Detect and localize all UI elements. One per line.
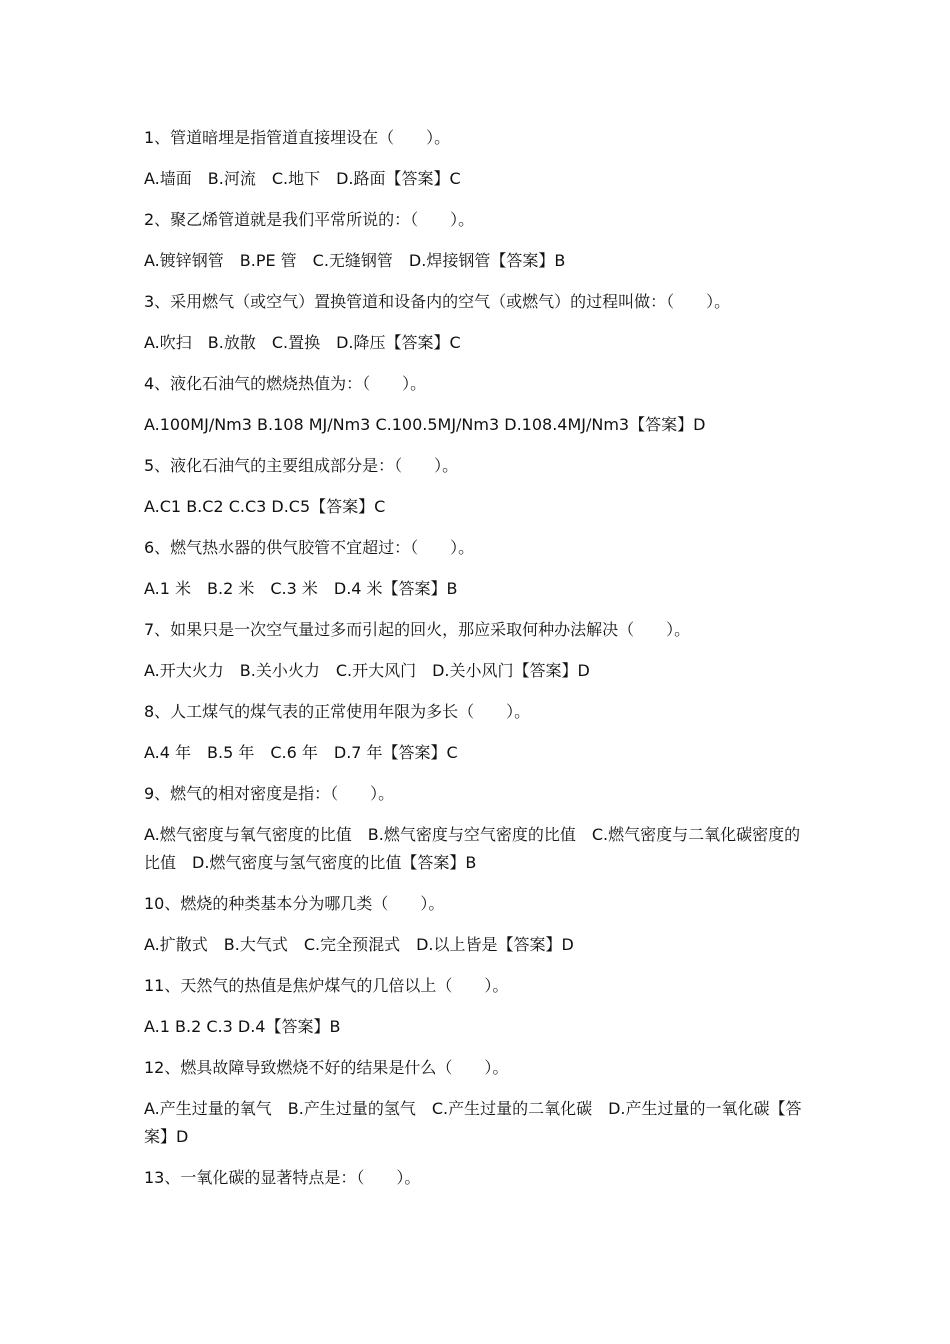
answer-10: A.扩散式 B.大气式 C.完全预混式 D.以上皆是【答案】D [144, 935, 574, 954]
question-list [144, 124, 804, 1205]
answer-4: A.100MJ/Nm3 B.108 MJ/Nm3 C.100.5MJ/Nm3 D.108.4MJ/Nm3【答案】D [144, 415, 706, 434]
question-8: 8、人工煤气的煤气表的正常使用年限为多长（ ）。 [144, 702, 531, 721]
answer-8: A.4 年 B.5 年 C.6 年 D.7 年【答案】C [144, 743, 458, 762]
answer-1: A.墙面 B.河流 C.地下 D.路面【答案】C [144, 169, 461, 188]
question-7: 7、如果只是一次空气量过多而引起的回火，那应采取何种办法解决（ ）。 [144, 620, 691, 639]
question-2: 2、聚乙烯管道就是我们平常所说的：（ ）。 [144, 210, 475, 229]
answer-5: A.C1 B.C2 C.C3 D.C5【答案】C [144, 497, 386, 516]
answer-3: A.吹扫 B.放散 C.置换 D.降压【答案】C [144, 333, 461, 352]
question-12: 12、燃具故障导致燃烧不好的结果是什么（ ）。 [144, 1058, 509, 1077]
answer-7: A.开大火力 B.关小火力 C.开大风门 D.关小风门【答案】D [144, 661, 590, 680]
answer-11: A.1 B.2 C.3 D.4【答案】B [144, 1017, 341, 1036]
question-11: 11、天然气的热值是焦炉煤气的几倍以上（ ）。 [144, 976, 509, 995]
question-6: 6、燃气热水器的供气胶管不宜超过：（ ）。 [144, 538, 475, 557]
question-3: 3、采用燃气（或空气）置换管道和设备内的空气（或燃气）的过程叫做：（ ）。 [144, 292, 731, 311]
question-5: 5、液化石油气的主要组成部分是：（ ）。 [144, 456, 459, 475]
question-1: 1、管道暗埋是指管道直接埋设在（ ）。 [144, 128, 451, 147]
question-13: 13、一氧化碳的显著特点是：（ ）。 [144, 1168, 421, 1187]
question-10: 10、燃烧的种类基本分为哪几类（ ）。 [144, 894, 445, 913]
question-9: 9、燃气的相对密度是指：（ ）。 [144, 784, 395, 803]
answer-12: A.产生过量的氧气 B.产生过量的氢气 C.产生过量的二氧化碳 D.产生过量的一氧化碳【答案】D [144, 1099, 802, 1146]
answer-6: A.1 米 B.2 米 C.3 米 D.4 米【答案】B [144, 579, 458, 598]
question-4: 4、液化石油气的燃烧热值为：（ ）。 [144, 374, 427, 393]
answer-2: A.镀锌钢管 B.PE 管 C.无缝钢管 D.焊接钢管【答案】B [144, 251, 566, 270]
answer-9: A.燃气密度与氧气密度的比值 B.燃气密度与空气密度的比值 C.燃气密度与二氧化碳密度的比值 D.燃气密度与氢气密度的比值【答案】B [144, 825, 801, 872]
